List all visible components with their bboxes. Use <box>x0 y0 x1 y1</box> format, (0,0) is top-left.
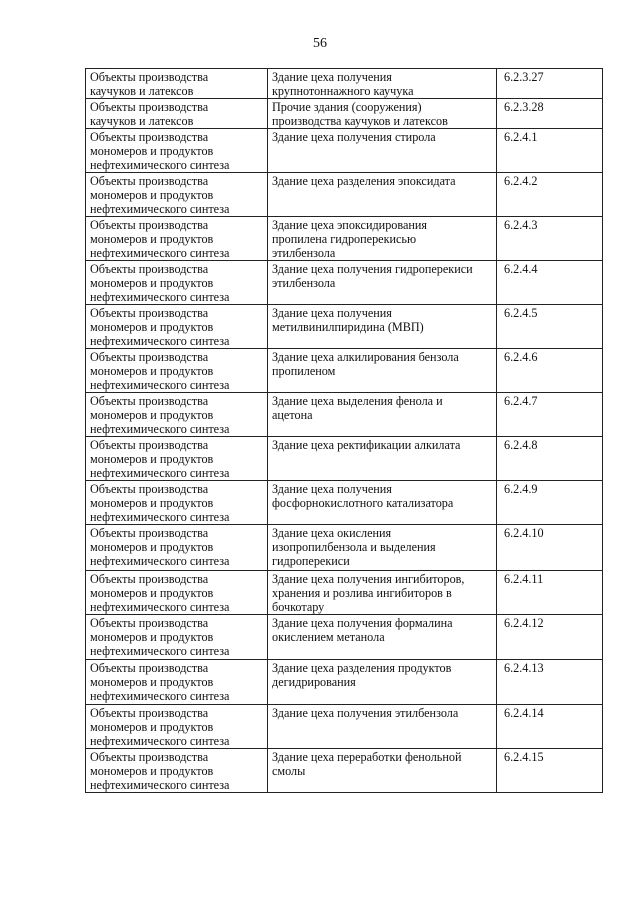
object-cell <box>86 305 268 349</box>
building-cell <box>268 69 497 99</box>
code-cell <box>497 173 603 217</box>
building-cell-text: Здание цеха получения гидроперекиси этилбензола <box>272 262 473 290</box>
table-row <box>86 393 603 437</box>
object-cell <box>86 571 268 615</box>
building-cell <box>268 705 497 749</box>
object-cell-text: Объекты производства мономеров и продуктов нефтехимического синтеза <box>90 130 230 172</box>
building-cell <box>268 749 497 793</box>
object-cell <box>86 99 268 129</box>
object-cell-text: Объекты производства каучуков и латексов <box>90 70 209 98</box>
table-row <box>86 217 603 261</box>
building-cell-text: Здание цеха переработки фенольной смолы <box>272 750 462 778</box>
code-cell <box>497 305 603 349</box>
table-row <box>86 261 603 305</box>
object-cell <box>86 217 268 261</box>
object-cell-text: Объекты производства мономеров и продуктов нефтехимического синтеза <box>90 750 230 792</box>
object-cell <box>86 69 268 99</box>
code-cell-text: 6.2.4.12 <box>504 616 544 630</box>
code-cell <box>497 349 603 393</box>
building-cell <box>268 217 497 261</box>
building-cell-text: Прочие здания (сооружения) производства каучуков и латексов <box>272 100 448 128</box>
code-cell <box>497 261 603 305</box>
code-cell <box>497 749 603 793</box>
object-cell-text: Объекты производства мономеров и продуктов нефтехимического синтеза <box>90 394 230 436</box>
building-cell-text: Здание цеха получения ингибиторов, хранения и розлива ингибиторов в бочкотару <box>272 572 465 614</box>
object-cell-text: Объекты производства мономеров и продуктов нефтехимического синтеза <box>90 526 230 568</box>
code-cell <box>497 129 603 173</box>
building-cell <box>268 393 497 437</box>
table-row <box>86 615 603 660</box>
object-cell-text: Объекты производства мономеров и продуктов нефтехимического синтеза <box>90 572 230 614</box>
object-cell <box>86 749 268 793</box>
building-cell-text: Здание цеха ректификации алкилата <box>272 438 461 452</box>
building-cell <box>268 129 497 173</box>
object-cell-text: Объекты производства мономеров и продуктов нефтехимического синтеза <box>90 174 230 216</box>
code-cell-text: 6.2.4.3 <box>504 218 538 232</box>
table-row <box>86 705 603 749</box>
building-cell <box>268 571 497 615</box>
code-cell-text: 6.2.4.15 <box>504 750 544 764</box>
object-cell-text: Объекты производства мономеров и продуктов нефтехимического синтеза <box>90 616 230 658</box>
building-cell <box>268 525 497 571</box>
code-cell-text: 6.2.4.8 <box>504 438 538 452</box>
building-cell <box>268 261 497 305</box>
object-cell <box>86 615 268 660</box>
object-cell <box>86 525 268 571</box>
code-cell <box>497 437 603 481</box>
table-row <box>86 305 603 349</box>
code-cell-text: 6.2.3.27 <box>504 70 544 84</box>
building-cell <box>268 615 497 660</box>
code-cell <box>497 615 603 660</box>
object-cell <box>86 349 268 393</box>
table-row <box>86 349 603 393</box>
object-cell-text: Объекты производства мономеров и продуктов нефтехимического синтеза <box>90 482 230 524</box>
page-number: 56 <box>313 36 327 51</box>
table-row <box>86 481 603 525</box>
table-row <box>86 437 603 481</box>
building-cell <box>268 173 497 217</box>
building-cell <box>268 660 497 705</box>
code-cell <box>497 571 603 615</box>
code-cell <box>497 525 603 571</box>
object-cell <box>86 660 268 705</box>
code-cell <box>497 481 603 525</box>
code-cell-text: 6.2.4.6 <box>504 350 538 364</box>
object-cell-text: Объекты производства мономеров и продуктов нефтехимического синтеза <box>90 262 230 304</box>
code-cell-text: 6.2.4.1 <box>504 130 538 144</box>
object-cell-text: Объекты производства мономеров и продуктов нефтехимического синтеза <box>90 706 230 748</box>
table-row <box>86 69 603 99</box>
code-cell-text: 6.2.4.11 <box>504 572 544 586</box>
building-cell <box>268 437 497 481</box>
table-row <box>86 129 603 173</box>
table-row <box>86 99 603 129</box>
code-cell-text: 6.2.4.2 <box>504 174 538 188</box>
building-cell-text: Здание цеха алкилирования бензола пропиленом <box>272 350 459 378</box>
building-cell <box>268 99 497 129</box>
building-cell-text: Здание цеха получения этилбензола <box>272 706 459 720</box>
building-cell-text: Здание цеха получения крупнотоннажного каучука <box>272 70 414 98</box>
table-row <box>86 660 603 705</box>
object-cell <box>86 129 268 173</box>
building-cell-text: Здание цеха разделения эпоксидата <box>272 174 456 188</box>
object-cell <box>86 481 268 525</box>
code-cell <box>497 99 603 129</box>
object-cell-text: Объекты производства каучуков и латексов <box>90 100 209 128</box>
code-cell-text: 6.2.3.28 <box>504 100 544 114</box>
object-cell <box>86 705 268 749</box>
building-cell-text: Здание цеха окисления изопропилбензола и выделения гидроперекиси <box>272 526 436 568</box>
object-cell-text: Объекты производства мономеров и продуктов нефтехимического синтеза <box>90 438 230 480</box>
object-cell-text: Объекты производства мономеров и продуктов нефтехимического синтеза <box>90 661 230 703</box>
code-cell-text: 6.2.4.5 <box>504 306 538 320</box>
code-cell <box>497 660 603 705</box>
table-row <box>86 173 603 217</box>
code-cell-text: 6.2.4.10 <box>504 526 544 540</box>
building-cell-text: Здание цеха выделения фенола и ацетона <box>272 394 443 422</box>
code-cell <box>497 393 603 437</box>
building-cell-text: Здание цеха разделения продуктов дегидрирования <box>272 661 452 689</box>
object-cell <box>86 261 268 305</box>
table-row <box>86 571 603 615</box>
object-cell-text: Объекты производства мономеров и продуктов нефтехимического синтеза <box>90 306 230 348</box>
code-cell <box>497 217 603 261</box>
code-cell-text: 6.2.4.4 <box>504 262 538 276</box>
code-cell-text: 6.2.4.13 <box>504 661 544 675</box>
object-cell <box>86 393 268 437</box>
building-cell <box>268 481 497 525</box>
object-cell <box>86 173 268 217</box>
building-cell-text: Здание цеха получения формалина окислением метанола <box>272 616 453 644</box>
object-cell-text: Объекты производства мономеров и продуктов нефтехимического синтеза <box>90 350 230 392</box>
building-cell-text: Здание цеха получения метилвинилпиридина (МВП) <box>272 306 424 334</box>
code-cell-text: 6.2.4.9 <box>504 482 538 496</box>
code-cell-text: 6.2.4.14 <box>504 706 544 720</box>
object-cell <box>86 437 268 481</box>
building-cell <box>268 305 497 349</box>
table-row <box>86 749 603 793</box>
table-row <box>86 525 603 571</box>
building-cell <box>268 349 497 393</box>
table-body <box>86 69 603 793</box>
object-cell-text: Объекты производства мономеров и продуктов нефтехимического синтеза <box>90 218 230 260</box>
code-cell <box>497 705 603 749</box>
building-cell-text: Здание цеха эпоксидирования пропилена гидроперекисью этилбензола <box>272 218 428 260</box>
classification-table <box>85 68 603 793</box>
code-cell-text: 6.2.4.7 <box>504 394 538 408</box>
building-cell-text: Здание цеха получения стирола <box>272 130 436 144</box>
building-cell-text: Здание цеха получения фосфорнокислотного катализатора <box>272 482 454 510</box>
code-cell <box>497 69 603 99</box>
